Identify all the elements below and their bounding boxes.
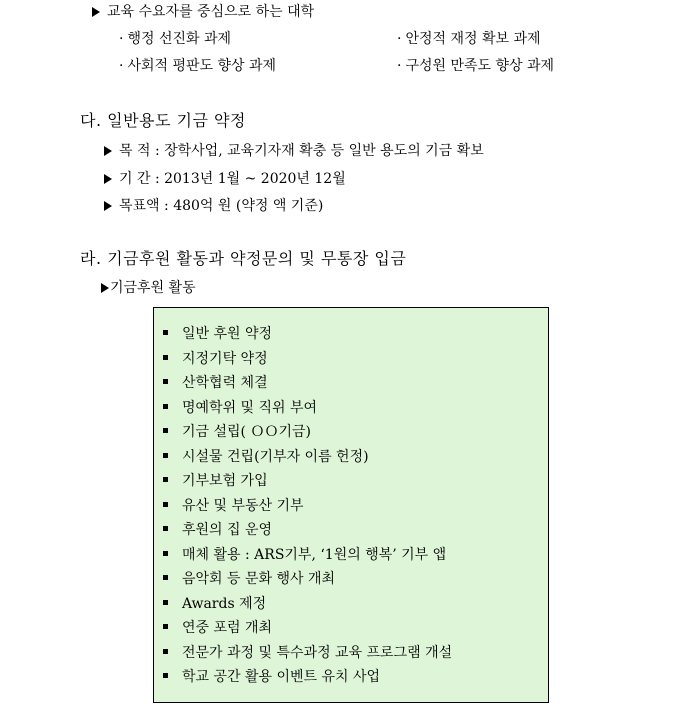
- list-item: 유산 및 부동산 기부: [154, 494, 548, 519]
- top-bullet-heading: 교육 수요자를 중심으로 하는 대학: [92, 2, 314, 22]
- square-bullet-icon: [163, 477, 168, 482]
- triangle-bullet-icon: [101, 283, 109, 293]
- square-bullet-icon: [163, 330, 168, 335]
- square-bullet-icon: [163, 600, 168, 605]
- section-heading-da: 다. 일반용도 기금 약정: [80, 111, 246, 130]
- square-bullet-icon: [163, 404, 168, 409]
- list-item: 기금 설립( ＯＯ기금): [154, 420, 548, 445]
- square-bullet-icon: [163, 526, 168, 531]
- task-item: · 사회적 평판도 향상 과제: [119, 58, 277, 74]
- list-item: 전문가 과정 및 특수과정 교육 프로그램 개설: [154, 641, 548, 666]
- da-item-period: 기 간 : 2013년 1월 ~ 2020년 12월: [104, 169, 346, 189]
- task-item: · 구성원 만족도 향상 과제: [397, 58, 555, 74]
- list-item: 매체 활용 : ARS기부, ‘1원의 행복’ 기부 앱: [154, 543, 548, 568]
- square-bullet-icon: [163, 379, 168, 384]
- triangle-bullet-icon: [104, 146, 112, 156]
- ra-subheading: 기금후원 활동: [101, 278, 196, 298]
- list-item: 시설물 건립(기부자 이름 헌정): [154, 445, 548, 470]
- list-item: 명예학위 및 직위 부여: [154, 396, 548, 421]
- triangle-bullet-icon: [104, 174, 112, 184]
- task-item: · 행정 선진화 과제: [119, 31, 232, 47]
- list-item: 연중 포럼 개최: [154, 616, 548, 641]
- list-item: 기부보험 가입: [154, 469, 548, 494]
- section-heading-ra: 라. 기금후원 활동과 약정문의 및 무통장 입금: [80, 249, 407, 268]
- triangle-bullet-icon: [92, 7, 100, 17]
- task-item: · 안정적 재정 확보 과제: [397, 31, 541, 47]
- square-bullet-icon: [163, 649, 168, 654]
- square-bullet-icon: [163, 575, 168, 580]
- triangle-bullet-icon: [104, 201, 112, 211]
- square-bullet-icon: [163, 355, 168, 360]
- square-bullet-icon: [163, 502, 168, 507]
- list-item: Awards 제정: [154, 592, 548, 617]
- activities-box: [153, 307, 549, 703]
- square-bullet-icon: [163, 453, 168, 458]
- da-item-purpose: 목 적 : 장학사업, 교육기자재 확충 등 일반 용도의 기금 확보: [104, 141, 484, 161]
- list-item: 일반 후원 약정: [154, 322, 548, 347]
- list-item: 산학협력 체결: [154, 371, 548, 396]
- list-item: 지정기탁 약정: [154, 347, 548, 372]
- square-bullet-icon: [163, 428, 168, 433]
- list-item: 음악회 등 문화 행사 개최: [154, 567, 548, 592]
- square-bullet-icon: [163, 673, 168, 678]
- da-item-target: 목표액 : 480억 원 (약정 액 기준): [104, 196, 323, 216]
- activities-list: [154, 322, 548, 690]
- list-item: 후원의 집 운영: [154, 518, 548, 543]
- square-bullet-icon: [163, 551, 168, 556]
- square-bullet-icon: [163, 624, 168, 629]
- list-item: 학교 공간 활용 이벤트 유치 사업: [154, 665, 548, 690]
